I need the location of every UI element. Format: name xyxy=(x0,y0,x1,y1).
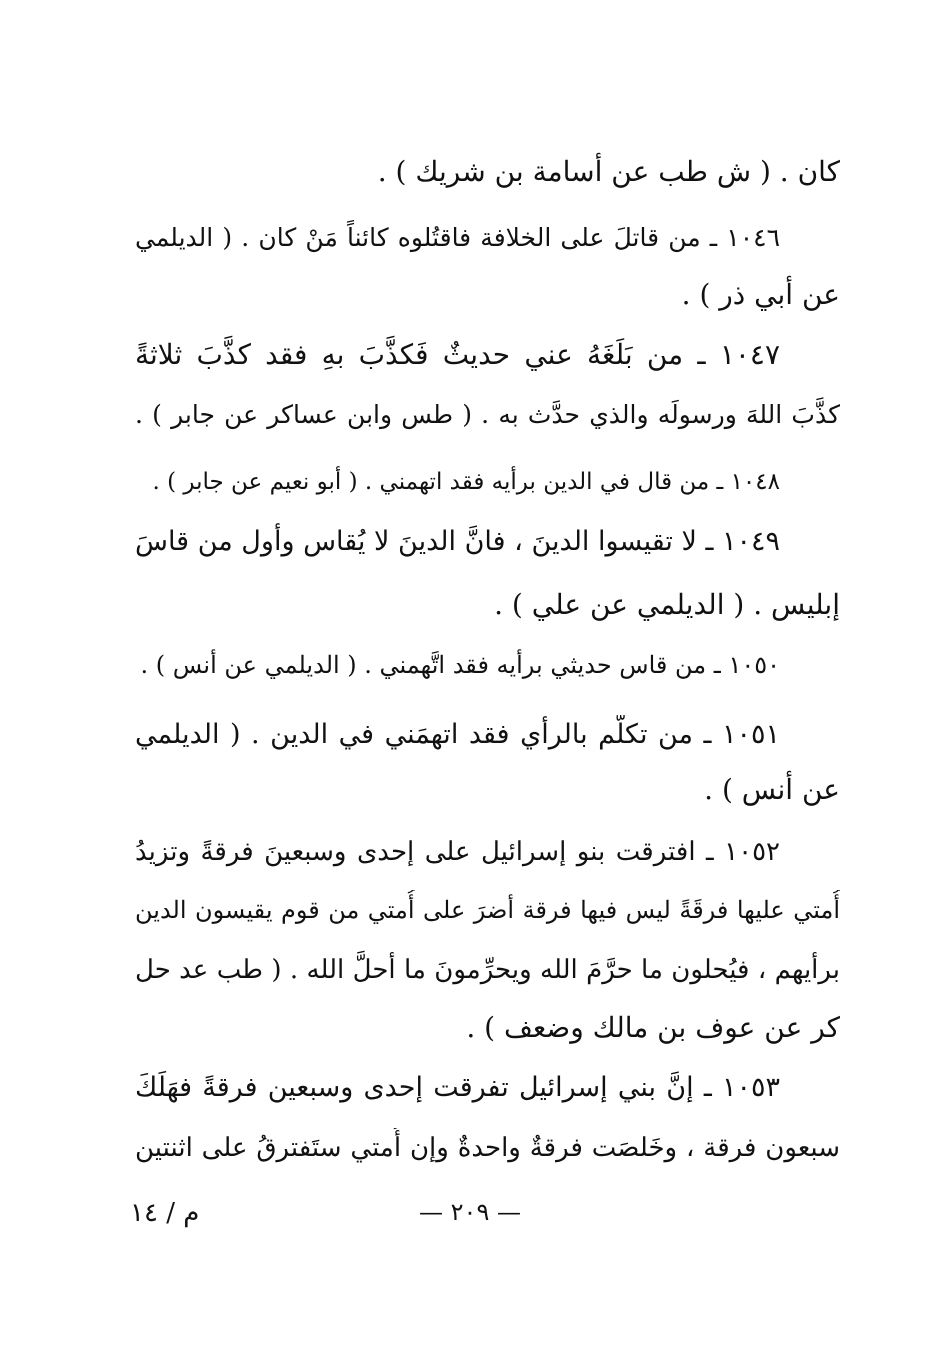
text-line-17: سبعون فرقة ، وخَلصَت فرقةٌ واحدةٌ وإن أُمتي ستَفترقُ على اثنتين xyxy=(135,1133,840,1163)
text-line-14: برأيهم ، فيُحلون ما حرَّمَ الله ويحرِّمونَ ما أحلَّ الله . ( طب عد حل xyxy=(135,955,840,985)
text-line-6: ١٠٤٨ ـ من قال في الدين برأيه فقد اتهمني . ( أبو نعيم عن جابر ) . xyxy=(152,469,780,495)
text-line-3: عن أبي ذر ) . xyxy=(681,278,840,311)
text-line-2: ١٠٤٦ ـ من قاتلَ على الخلافة فاقتُلوه كائناً مَنْ كان . ( الديلمي xyxy=(135,223,780,252)
signature-mark: م / ١٤ xyxy=(130,1198,200,1228)
text-line-15: كر عن عوف بن مالك وضعف ) . xyxy=(466,1011,840,1044)
text-line-9: ١٠٥٠ ـ من قاس حديثي برأيه فقد اتَّهمني . ( الديلمي عن أنس ) . xyxy=(140,651,780,679)
text-line-7: ١٠٤٩ ـ لا تقيسوا الدينَ ، فانَّ الدينَ لا يُقاس وأول من قاسَ xyxy=(135,526,780,557)
text-line-1: كان . ( ش طب عن أسامة بن شريك ) . xyxy=(377,155,840,188)
text-line-4: ١٠٤٧ ـ من بَلَغَهُ عني حديثٌ فَكذَّبَ بهِ فقد كذَّبَ ثلاثةً xyxy=(135,338,780,371)
text-line-12: ١٠٥٢ ـ افترقت بنو إسرائيل على إحدى وسبعينَ فرقةً وتزيدُ xyxy=(135,837,780,867)
text-line-11: عن أنس ) . xyxy=(704,773,840,806)
text-line-8: إبليس . ( الديلمي عن علي ) . xyxy=(494,588,840,621)
page-number: — ٢٠٩ — xyxy=(419,1198,521,1226)
text-line-10: ١٠٥١ ـ من تكلَّم بالرأي فقد اتهمَني في الدين . ( الديلمي xyxy=(135,719,780,750)
text-line-16: ١٠٥٣ ـ إنَّ بني إسرائيل تفرقت إحدى وسبعين فرقةً فهَلَكَ xyxy=(135,1072,780,1103)
text-line-13: أُمتي عليها فرقَةً ليس فيها فرقة أضرَ على أُمتي من قوم يقيسون الدين xyxy=(135,896,840,924)
text-line-5: كذَّبَ اللهَ ورسولَه والذي حدَّث به . ( طس وابن عساكر عن جابر ) . xyxy=(135,400,840,429)
